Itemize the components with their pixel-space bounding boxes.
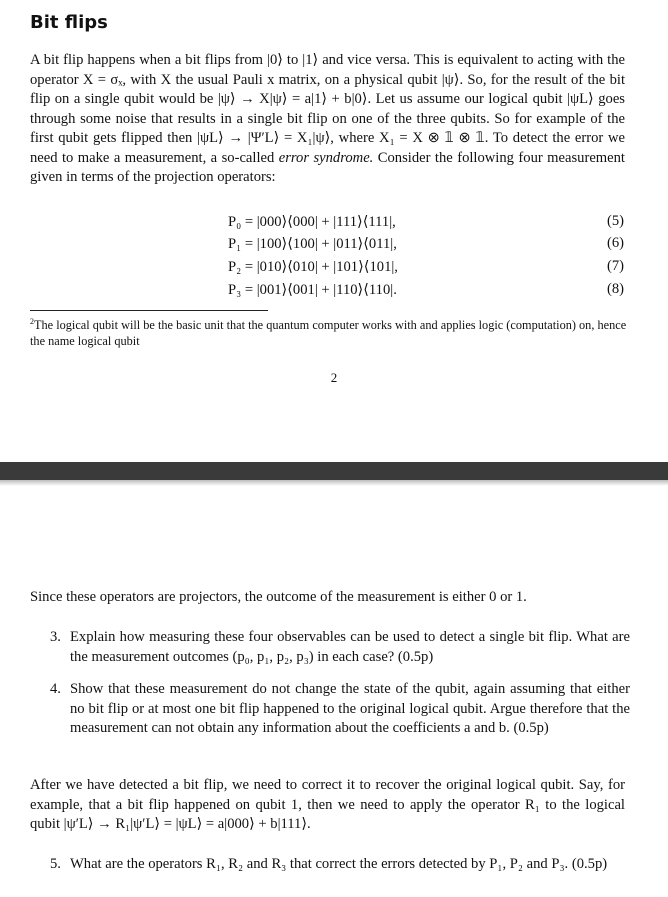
question-number: 4. xyxy=(50,681,61,697)
question-text: Show that these measurement do not change the state of the qubit, again assuming that either no bit flip or at most one bit flip happened to the original logical qubit. Argue therefore that the measurement can not obtain any information about the coefficients a and b. (0.5p) xyxy=(70,681,630,736)
equation-expr: P₀ = |000⟩⟨000| + |111⟩⟨111|, xyxy=(228,214,396,230)
footnote-rule xyxy=(30,310,268,311)
question-3 xyxy=(50,628,630,667)
question-number: 5. xyxy=(50,856,61,872)
projector-sentence: Since these operators are projectors, the outcome of the measurement is either 0 or 1. xyxy=(30,589,527,605)
question-text: Explain how measuring these four observables can be used to detect a single bit flip. What are the measurement outcomes (p₀, p₁, p₂, p₃) in each case? (0.5p) xyxy=(70,629,630,665)
correction-paragraph: After we have detected a bit flip, we need to correct it to recover the original logical qubit. Say, for example, that a bit flip happened on qubit 1, then we need to apply the operator R₁ to the logical qubit |ψ′L⟩ → R₁|ψ′L⟩ = |ψL⟩ = a|000⟩ + b|111⟩. xyxy=(30,777,625,832)
footnote-text: The logical qubit will be the basic unit that the quantum computer works with and applies logic (computation) on, hence the name logical qubit xyxy=(30,318,627,349)
equation-number: (7) xyxy=(606,258,624,274)
page-number: 2 xyxy=(330,370,338,385)
section-heading: Bit flips xyxy=(30,12,108,33)
footnote xyxy=(30,314,628,349)
intro-text: A bit flip happens when a bit flips from |0⟩ to |1⟩ and vice versa. This is equivalent to acting with the operator X = σₓ, with X the usual Pauli x matrix, on a physical qubit |ψ⟩. So, for the result of the bit flip on a single qubit would be |ψ⟩ → X|ψ⟩ = a|1⟩ + b|0⟩. Let us assume our logical qubit |ψL⟩ goes through some noise that results in a single bit flip on one of the three qubits. So for example of the first qubit gets flipped then |ψL⟩ → |Ψ′L⟩ = X₁|ψ⟩, where X₁ = X ⊗ 𝟙 ⊗ 𝟙. To detect the error we need to make a measurement, a so-called xyxy=(30,52,625,166)
question-text: What are the operators R₁, R₂ and R₃ that correct the errors detected by P₁, P₂ and P₃. (0.5p) xyxy=(70,856,608,872)
intro-paragraph xyxy=(30,51,625,188)
equation-number: (8) xyxy=(606,281,624,297)
question-5 xyxy=(50,855,630,875)
equation-expr: P₃ = |001⟩⟨001| + |110⟩⟨110|. xyxy=(228,282,397,298)
intro-tail: Consider the following four measurement given in terms of the projection operators: xyxy=(30,149,625,185)
page-divider xyxy=(0,462,668,480)
equation-expr: P₂ = |010⟩⟨010| + |101⟩⟨101|, xyxy=(228,259,398,275)
equation-row xyxy=(228,258,628,280)
equation-number: (6) xyxy=(606,235,624,251)
equation-row xyxy=(228,235,628,257)
question-4 xyxy=(50,680,630,739)
equation-expr: P₁ = |100⟩⟨100| + |011⟩⟨011|, xyxy=(228,236,397,252)
intro-emphasis: error syndrome. xyxy=(278,149,374,166)
equation-row xyxy=(228,213,628,235)
equation-row xyxy=(228,281,628,303)
question-number: 3. xyxy=(50,629,61,645)
footnote-mark: 2 xyxy=(30,317,34,326)
equation-number: (5) xyxy=(606,213,624,229)
